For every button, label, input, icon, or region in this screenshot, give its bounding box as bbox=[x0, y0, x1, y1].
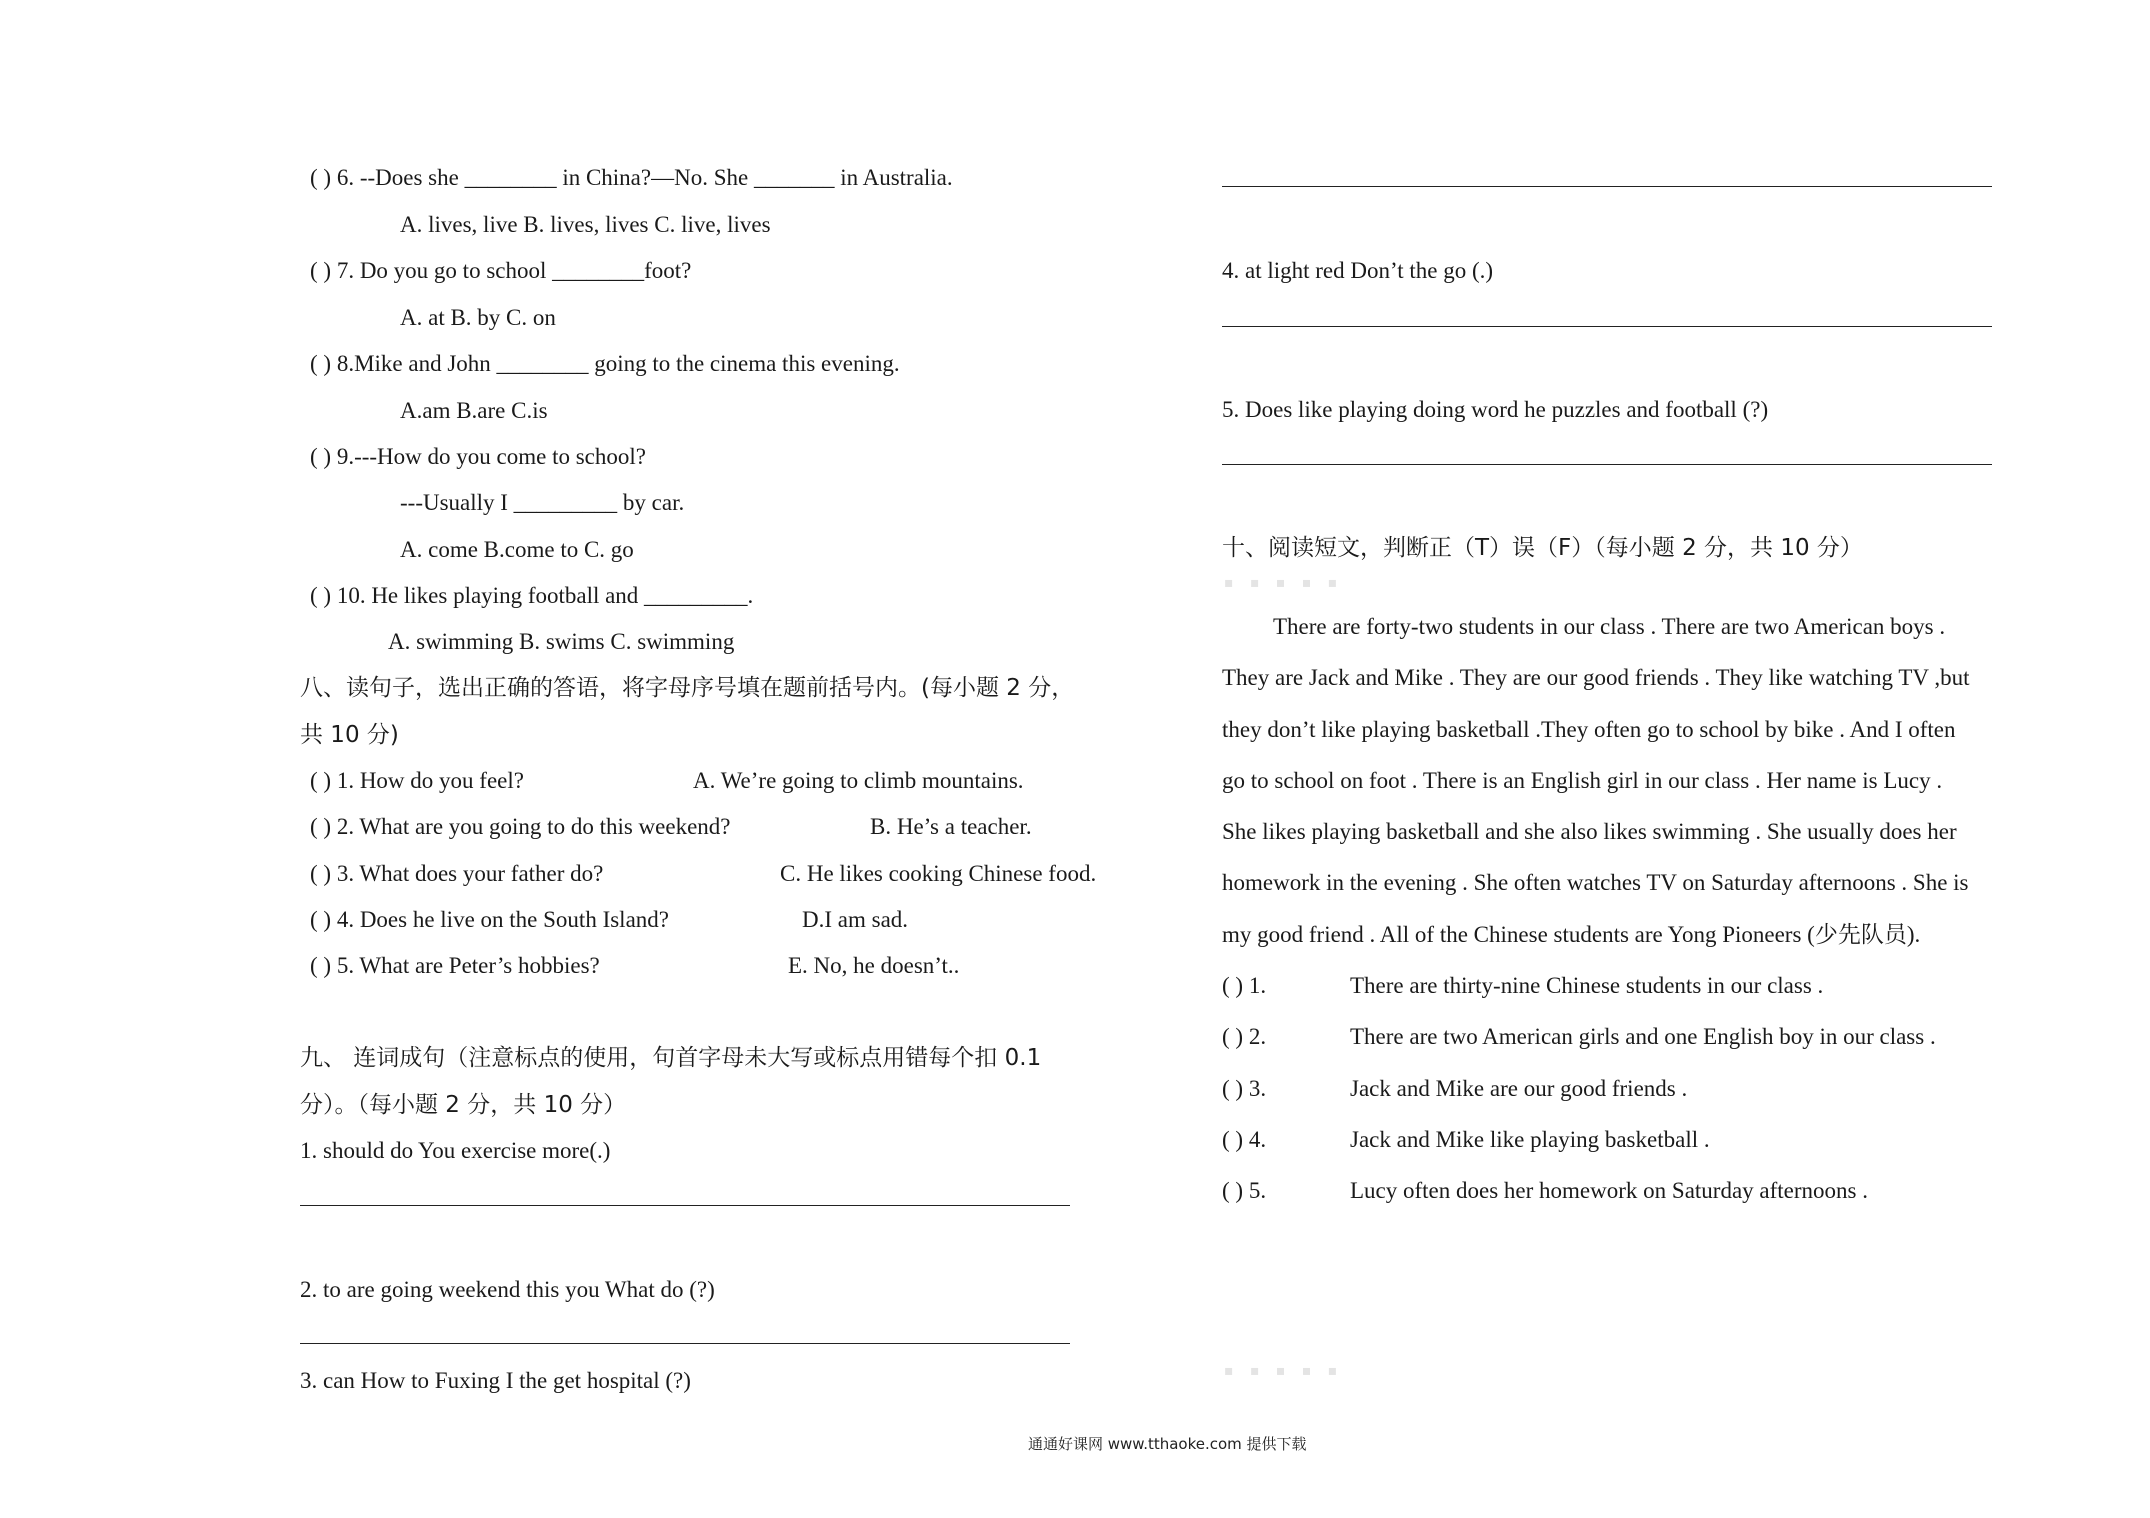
tf-q1: There are thirty-nine Chinese students in our class . bbox=[1350, 973, 1824, 998]
word-order-q3: 3. can How to Fuxing I the get hospital (?) bbox=[300, 1368, 691, 1393]
passage-line-3: they don’t like playing basketball .They often go to school by bike . And I often bbox=[1222, 717, 1956, 742]
section10-title: 十、阅读短文，判断正（T）误（F）（每小题 2 分，共 10 分） bbox=[1222, 535, 1863, 561]
mc-q9-sub: ---Usually I _________ by car. bbox=[400, 490, 685, 515]
match-a1: A. We’re going to climb mountains. bbox=[693, 768, 1024, 793]
answer-line-2[interactable] bbox=[300, 1343, 1070, 1344]
page-footer: 通通好课网 www.tthaoke.com 提供下载 bbox=[1028, 1435, 1307, 1453]
match-q2: ( ) 2. What are you going to do this weekend? bbox=[310, 814, 731, 839]
passage-line-1: There are forty-two students in our class . There are two American boys . bbox=[1273, 614, 1946, 639]
tf-q4: Jack and Mike like playing basketball . bbox=[1350, 1127, 1710, 1152]
mc-q6: ( ) 6. --Does she ________ in China?—No. She _______ in Australia. bbox=[310, 165, 953, 190]
passage-line-4: go to school on foot . There is an English girl in our class . Her name is Lucy . bbox=[1222, 768, 1943, 793]
section9-title: 九、 连词成句（注意标点的使用，句首字母未大写或标点用错每个扣 0.1 bbox=[300, 1045, 1042, 1071]
mc-q10-options: A. swimming B. swims C. swimming bbox=[388, 629, 735, 654]
mc-q7-options: A. at B. by C. on bbox=[400, 305, 556, 330]
mc-q10: ( ) 10. He likes playing football and _________. bbox=[310, 583, 754, 608]
tf-num-1: ( ) 1. bbox=[1222, 973, 1267, 998]
tf-num-3: ( ) 3. bbox=[1222, 1076, 1267, 1101]
answer-line-4[interactable] bbox=[1222, 326, 1992, 327]
passage-line-6: homework in the evening . She often watches TV on Saturday afternoons . She is bbox=[1222, 870, 1969, 895]
word-order-q2: 2. to are going weekend this you What do (?) bbox=[300, 1277, 715, 1302]
mc-q8: ( ) 8.Mike and John ________ going to the cinema this evening. bbox=[310, 351, 900, 376]
answer-line-1[interactable] bbox=[300, 1205, 1070, 1206]
tf-q2: There are two American girls and one English boy in our class . bbox=[1350, 1024, 1936, 1049]
word-order-q4: 4. at light red Don’t the go (.) bbox=[1222, 258, 1494, 283]
section9-title-cont: 分）。（每小题 2 分，共 10 分） bbox=[300, 1092, 627, 1118]
answer-line-3[interactable] bbox=[1222, 186, 1992, 187]
mc-q8-options: A.am B.are C.is bbox=[400, 398, 548, 423]
tf-num-5: ( ) 5. bbox=[1222, 1178, 1267, 1203]
match-a5: E. No, he doesn’t.. bbox=[788, 953, 960, 978]
mc-q9-options: A. come B.come to C. go bbox=[400, 537, 634, 562]
passage-line-5: She likes playing basketball and she also likes swimming . She usually does her bbox=[1222, 819, 1957, 844]
faint-mark-2: ▪ ▪ ▪ ▪ ▪ bbox=[1224, 1363, 1344, 1379]
passage-line-2: They are Jack and Mike . They are our good friends . They like watching TV ,but bbox=[1222, 665, 1970, 690]
tf-q5: Lucy often does her homework on Saturday afternoons . bbox=[1350, 1178, 1868, 1203]
tf-q3: Jack and Mike are our good friends . bbox=[1350, 1076, 1688, 1101]
passage-line-7: my good friend . All of the Chinese students are Yong Pioneers (少先队员). bbox=[1222, 922, 1921, 947]
match-q3: ( ) 3. What does your father do? bbox=[310, 861, 604, 886]
match-q1: ( ) 1. How do you feel? bbox=[310, 768, 524, 793]
section8-title-cont: 共 10 分) bbox=[300, 722, 399, 748]
mc-q6-options: A. lives, live B. lives, lives C. live, lives bbox=[400, 212, 771, 237]
match-a3: C. He likes cooking Chinese food. bbox=[780, 861, 1097, 886]
answer-line-5[interactable] bbox=[1222, 464, 1992, 465]
match-q4: ( ) 4. Does he live on the South Island? bbox=[310, 907, 669, 932]
tf-num-4: ( ) 4. bbox=[1222, 1127, 1267, 1152]
word-order-q1: 1. should do You exercise more(.) bbox=[300, 1138, 611, 1163]
match-q5: ( ) 5. What are Peter’s hobbies? bbox=[310, 953, 600, 978]
match-a4: D.I am sad. bbox=[802, 907, 909, 932]
section8-title: 八、读句子，选出正确的答语，将字母序号填在题前括号内。(每小题 2 分， bbox=[300, 675, 1075, 701]
mc-q7: ( ) 7. Do you go to school ________foot? bbox=[310, 258, 692, 283]
tf-num-2: ( ) 2. bbox=[1222, 1024, 1267, 1049]
match-a2: B. He’s a teacher. bbox=[870, 814, 1032, 839]
word-order-q5: 5. Does like playing doing word he puzzles and football (?) bbox=[1222, 397, 1769, 422]
mc-q9: ( ) 9.---How do you come to school? bbox=[310, 444, 646, 469]
faint-mark: ▪ ▪ ▪ ▪ ▪ bbox=[1224, 575, 1344, 591]
